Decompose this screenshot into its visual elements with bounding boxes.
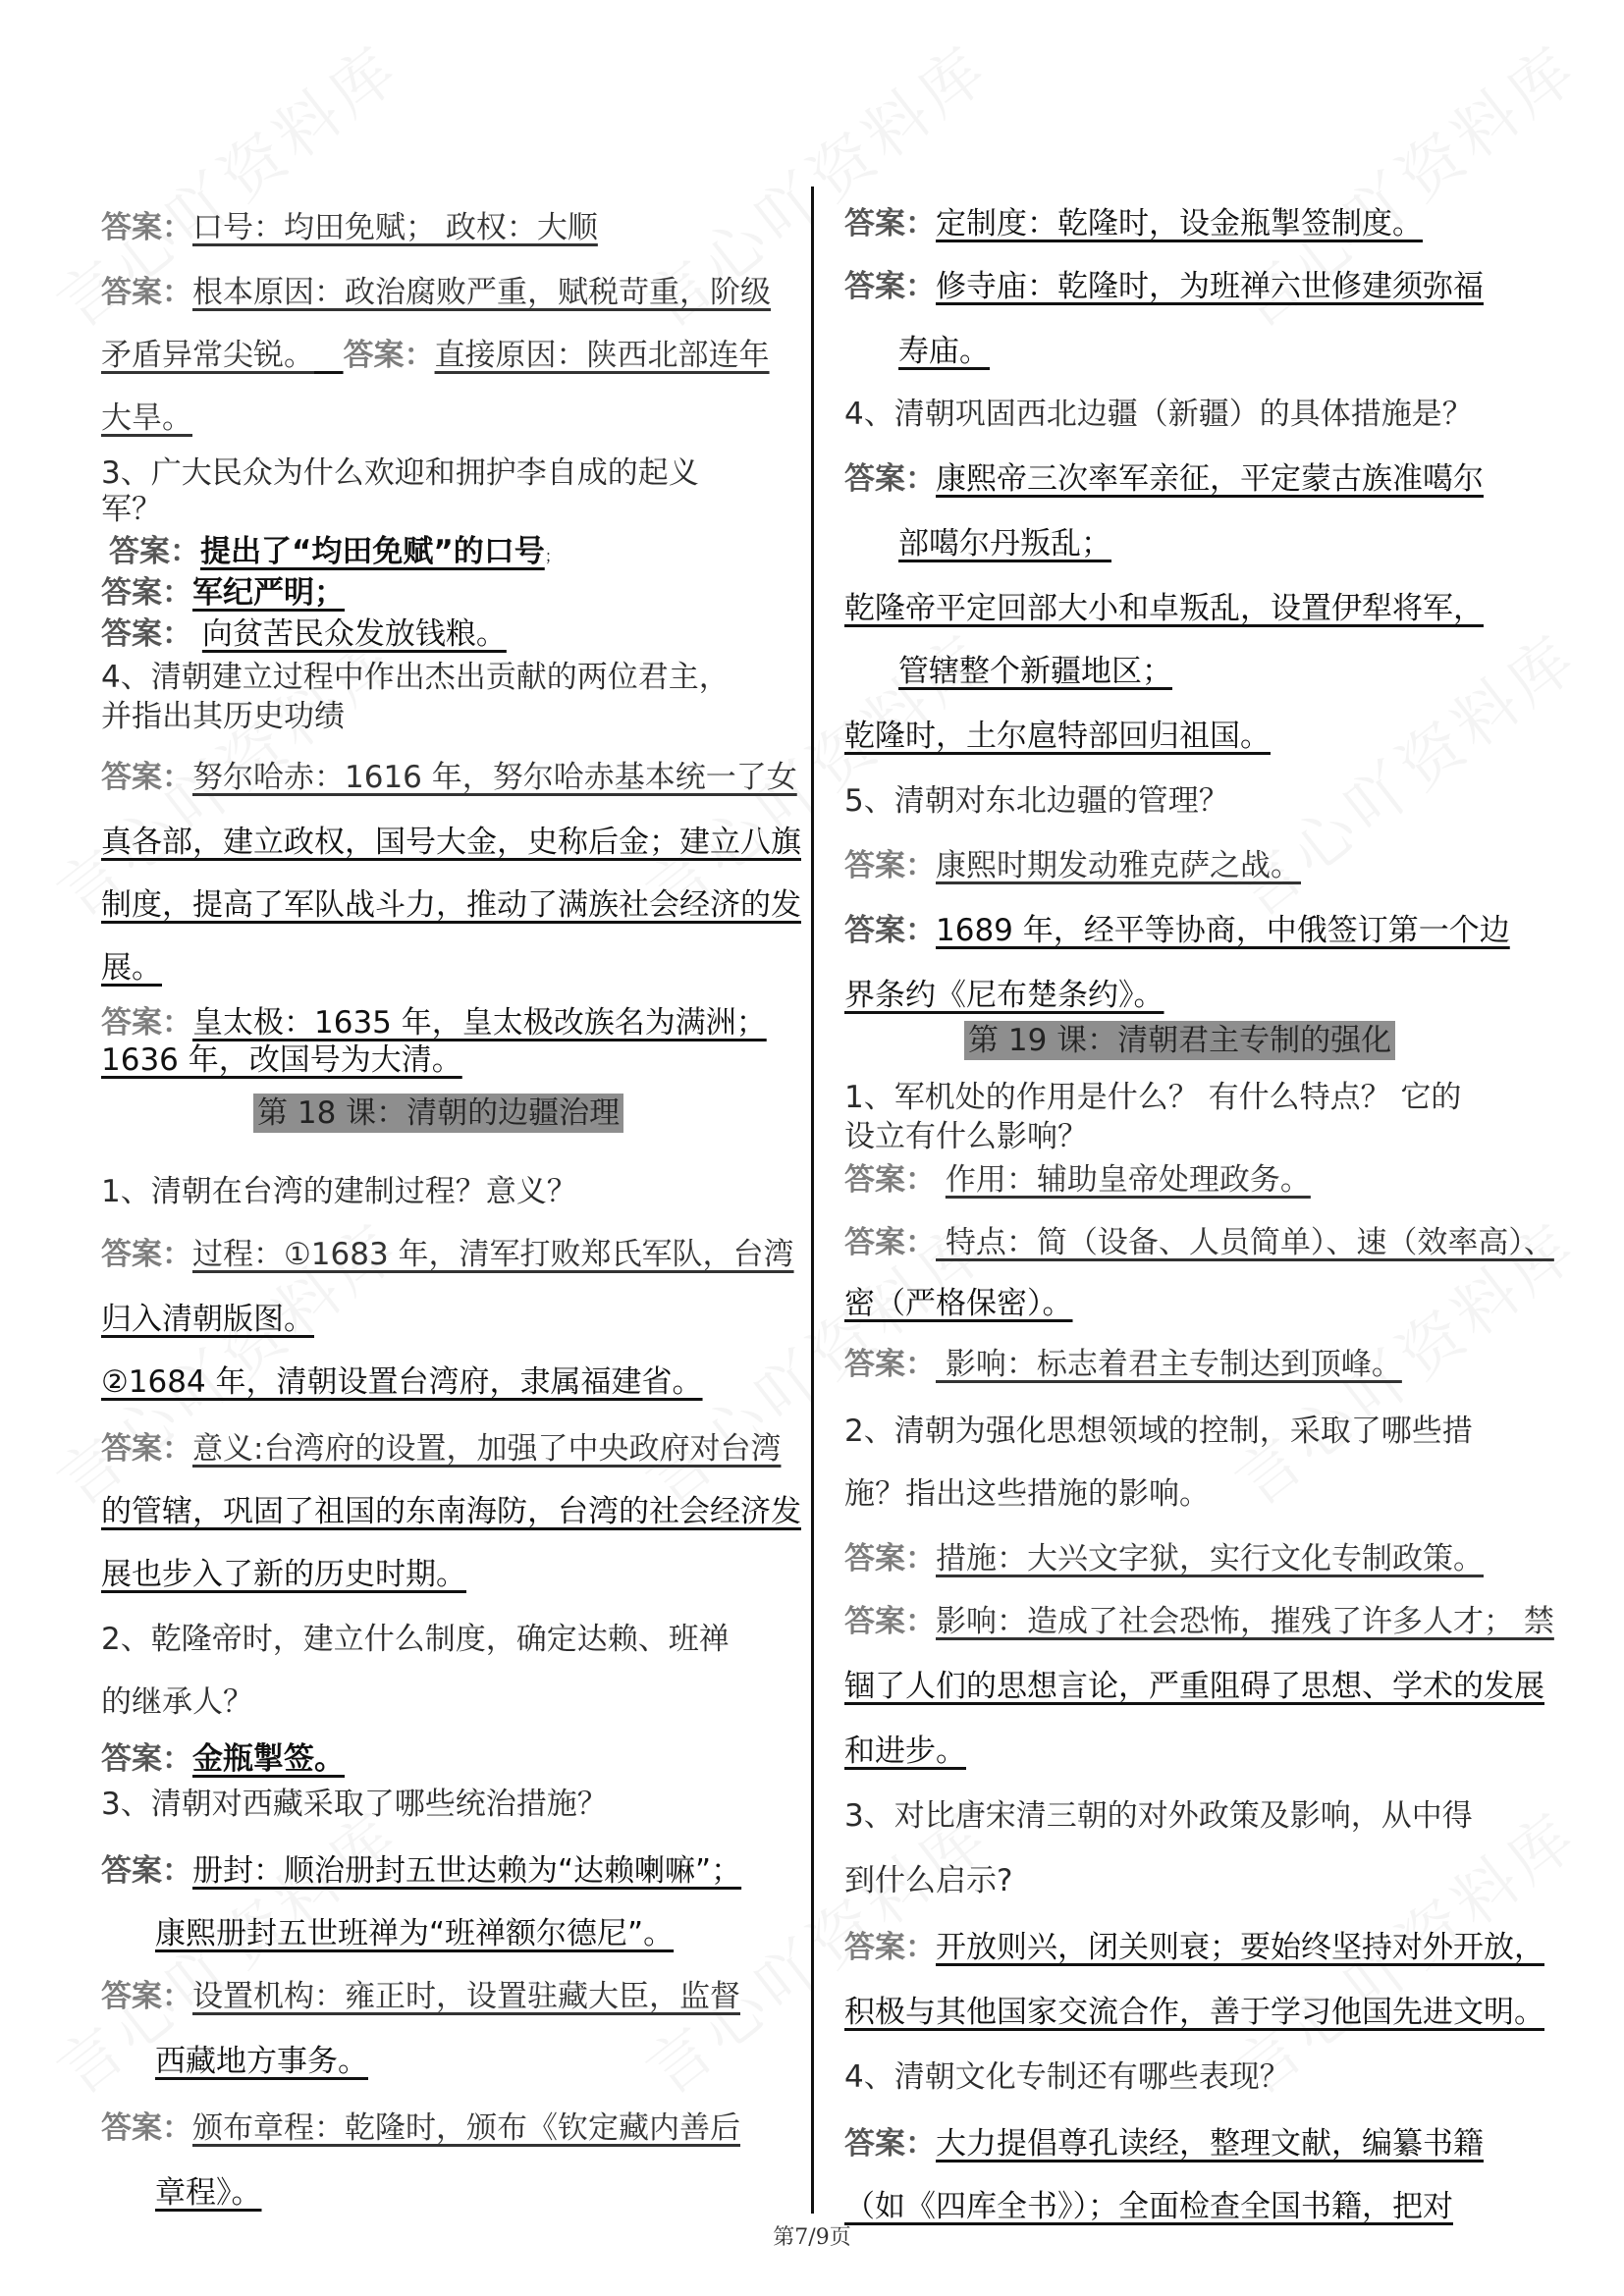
answer-line xyxy=(844,1734,966,1769)
answer-label: 答案： xyxy=(844,913,936,948)
answer-text: 特点：简（设备、人员简单）、速（效率高）、 xyxy=(936,1225,1554,1260)
answer-label: 答案： xyxy=(844,1225,936,1260)
answer-text: 影响：造成了社会恐怖，摧残了许多人才； 禁 xyxy=(936,1604,1554,1639)
answer-text: 西藏地方事务。 xyxy=(155,2044,368,2079)
answer-line xyxy=(844,1604,1554,1639)
answer-text: 密（严格保密）。 xyxy=(844,1286,1073,1321)
watermark xyxy=(1214,609,1595,934)
answer-text: 根本原因：政治腐败严重，赋税苛重，阶级 xyxy=(192,275,771,310)
answer-line xyxy=(844,1995,1544,2030)
answer-label: 答案： xyxy=(844,1541,936,1576)
answer-text: 归入清朝版图。 xyxy=(101,1302,314,1337)
answer-line xyxy=(101,1741,345,1777)
answer-line xyxy=(101,616,507,652)
page-number: 第7/9页 xyxy=(773,2225,851,2250)
question-text: 并指出其历史功绩 xyxy=(101,699,345,734)
question-text: 1、清朝在台湾的建制过程？意义？ xyxy=(101,1174,577,1209)
answer-text: 界条约《尼布楚条约》。 xyxy=(844,978,1164,1013)
answer-line xyxy=(101,1853,741,1889)
answer-label: 答案： xyxy=(101,1237,192,1272)
answer-text: 寿庙。 xyxy=(898,334,990,369)
answer-line xyxy=(101,950,162,986)
answer-label: 答案： xyxy=(844,1930,936,1965)
answer-text: 展。 xyxy=(101,950,162,986)
answer-text: 定制度：乾隆时，设金瓶掣签制度。 xyxy=(936,206,1423,241)
answer-label: 答案： xyxy=(844,1604,936,1639)
answer-line xyxy=(101,1302,314,1337)
answer-line xyxy=(101,1979,740,2014)
answer-text: 乾隆帝平定回部大小和卓叛乱，设置伊犁将军， xyxy=(844,591,1484,626)
answer-line xyxy=(101,1364,703,1400)
answer-line xyxy=(101,1494,801,1529)
answer-text: 矛盾异常尖锐。 xyxy=(101,338,314,373)
answer-text: 册封：顺治册封五世达赖为“达赖喇嘛”； xyxy=(192,1853,742,1889)
answer-label: 答案： xyxy=(844,2126,936,2162)
answer-line xyxy=(844,1225,1554,1260)
answer-line xyxy=(844,206,1423,241)
answer-line xyxy=(101,1042,462,1078)
answer-label: 答案： xyxy=(101,2110,192,2146)
answer-text: （如《四库全书》）；全面检查全国书籍，把对 xyxy=(844,2189,1453,2224)
question-text: 3、广大民众为什么欢迎和拥护李自成的起义 xyxy=(101,455,699,491)
answer-line xyxy=(101,2110,740,2146)
answer-text: 锢了人们的思想言论，严重阻碍了思想、学术的发展 xyxy=(844,1669,1544,1704)
answer-line xyxy=(844,913,1510,948)
question-text: 5、清朝对东北边疆的管理？ xyxy=(844,783,1229,819)
answer-text: 直接原因：陕西北部连年 xyxy=(434,338,770,373)
answer-text: 真各部，建立政权，国号大金，史称后金；建立八旗 xyxy=(101,825,801,860)
answer-line xyxy=(844,654,1172,689)
answer-text: 口号：均田免赋； 政权：大顺 xyxy=(192,210,598,245)
question-text: 1、军机处的作用是什么？ 有什么特点？ 它的 xyxy=(844,1080,1462,1115)
answer-text: 向贫苦民众发放钱粮。 xyxy=(201,616,507,652)
answer-line xyxy=(844,848,1301,883)
answer-line xyxy=(844,1286,1073,1321)
answer-line xyxy=(101,887,801,923)
answer-text: 努尔哈赤：1616 年，努尔哈赤基本统一了女 xyxy=(192,760,797,795)
answer-line xyxy=(844,269,1484,304)
question-text: 施？指出这些措施的影响。 xyxy=(844,1476,1210,1512)
question-text: 4、清朝巩固西北边疆（新疆）的具体措施是？ xyxy=(844,397,1473,432)
answer-text: 大旱。 xyxy=(101,400,192,436)
answer-line xyxy=(101,338,770,373)
answer-text: 管辖整个新疆地区； xyxy=(898,654,1172,689)
question-text: 4、清朝文化专制还有哪些表现？ xyxy=(844,2059,1290,2095)
answer-line xyxy=(101,400,192,436)
answer-text: 意义:台湾府的设置，加强了中央政府对台湾 xyxy=(192,1431,782,1467)
answer-line xyxy=(844,526,1111,561)
question-text: 3、对比唐宋清三朝的对外政策及影响，从中得 xyxy=(844,1798,1473,1834)
answer-line xyxy=(101,275,771,310)
answer-text: 过程：①1683 年，清军打败郑氏军队，台湾 xyxy=(192,1237,794,1272)
lesson-18-heading: 第 18 课：清朝的边疆治理 xyxy=(253,1094,623,1133)
answer-label: 答案： xyxy=(109,534,200,569)
answer-text: 修寺庙：乾隆时，为班禅六世修建须弥福 xyxy=(936,269,1484,304)
lesson-19-heading: 第 19 课：清朝君主专制的强化 xyxy=(964,1021,1395,1060)
answer-text: 影响：标志着君主专制达到顶峰。 xyxy=(936,1347,1402,1382)
answer-text: 作用：辅助皇帝处理政务。 xyxy=(945,1162,1311,1198)
column-divider xyxy=(811,187,814,2214)
answer-line xyxy=(844,591,1484,626)
answer-text: 康熙时期发动雅克萨之战。 xyxy=(936,848,1301,883)
answer-label: 答案： xyxy=(101,1005,192,1041)
answer-line xyxy=(844,978,1164,1013)
answer-line xyxy=(101,1237,794,1272)
answer-text: 制度，提高了军队战斗力，推动了满族社会经济的发 xyxy=(101,887,801,923)
answer-label: 答案： xyxy=(844,1347,936,1382)
answer-label: 答案： xyxy=(101,760,192,795)
answer-line xyxy=(844,2126,1484,2162)
answer-line xyxy=(101,575,345,611)
answer-text: 大力提倡尊孔读经，整理文献，编纂书籍 xyxy=(936,2126,1484,2162)
answer-line xyxy=(844,2189,1453,2224)
answer-line xyxy=(101,210,598,245)
question-text: 2、乾隆帝时，建立什么制度，确定达赖、班禅 xyxy=(101,1622,730,1657)
question-text: 到什么启示? xyxy=(844,1863,1013,1898)
answer-label: 答案： xyxy=(101,616,192,652)
answer-label: 答案： xyxy=(844,206,936,241)
answer-label: 答案： xyxy=(101,1979,192,2014)
question-text: 2、清朝为强化思想领域的控制，采取了哪些措 xyxy=(844,1414,1473,1449)
answer-text: 1689 年，经平等协商，中俄签订第一个边 xyxy=(936,913,1510,948)
answer-line xyxy=(844,1669,1544,1704)
answer-line xyxy=(101,2044,368,2079)
answer-label: 答案： xyxy=(101,1853,192,1889)
answer-line xyxy=(101,2175,262,2211)
answer-text: 部噶尔丹叛乱； xyxy=(898,526,1111,561)
answer-label: 答案： xyxy=(101,575,192,611)
answer-text: 皇太极：1635 年，皇太极改族名为满洲； xyxy=(192,1005,767,1041)
answer-label: 答案： xyxy=(101,275,192,310)
answer-text: 开放则兴，闭关则衰；要始终坚持对外开放， xyxy=(936,1930,1544,1965)
answer-line xyxy=(844,1347,1402,1382)
answer-text: 乾隆时，土尔扈特部回归祖国。 xyxy=(844,719,1271,754)
answer-line xyxy=(101,1916,674,1951)
answer-line xyxy=(101,1005,767,1041)
answer-text: 康熙帝三次率军亲征，平定蒙古族准噶尔 xyxy=(936,461,1484,497)
answer-text: 金瓶掣签。 xyxy=(192,1741,345,1777)
answer-text: 的管辖，巩固了祖国的东南海防，台湾的社会经济发 xyxy=(101,1494,801,1529)
answer-text: 章程》。 xyxy=(155,2175,262,2211)
question-text: 军？ xyxy=(101,492,162,527)
answer-label: 答案： xyxy=(844,269,936,304)
answer-label: 答案： xyxy=(844,1162,936,1198)
answer-label: 答案： xyxy=(101,210,192,245)
semicolon: ； xyxy=(544,547,561,565)
answer-text: ②1684 年，清朝设置台湾府，隶属福建省。 xyxy=(101,1364,703,1400)
answer-text: 和进步。 xyxy=(844,1734,966,1769)
answer-label: 答案： xyxy=(101,1741,192,1777)
answer-line xyxy=(101,1557,466,1592)
answer-line xyxy=(101,825,801,860)
question-text: 3、清朝对西藏采取了哪些统治措施？ xyxy=(101,1787,608,1822)
answer-line xyxy=(844,1162,1311,1198)
answer-line xyxy=(844,1541,1484,1576)
answer-line xyxy=(844,461,1484,497)
answer-line xyxy=(844,1930,1544,1965)
answer-text: 展也步入了新的历史时期。 xyxy=(101,1557,466,1592)
answer-label: 答案： xyxy=(844,848,936,883)
answer-line xyxy=(101,1431,781,1467)
answer-label: 答案： xyxy=(844,461,936,497)
answer-text: 1636 年，改国号为大清。 xyxy=(101,1042,462,1078)
question-text: 4、清朝建立过程中作出杰出贡献的两位君主， xyxy=(101,660,730,695)
answer-text: 措施：大兴文字狱，实行文化专制政策。 xyxy=(936,1541,1484,1576)
answer-label: 答案： xyxy=(101,1431,192,1467)
answer-text: 设置机构：雍正时，设置驻藏大臣，监督 xyxy=(192,1979,740,2014)
answer-line xyxy=(844,334,990,369)
answer-line xyxy=(101,760,797,795)
question-text: 的继承人？ xyxy=(101,1684,253,1720)
answer-text: 提出了“均田免赋”的口号 xyxy=(200,534,545,569)
answer-line xyxy=(844,719,1271,754)
answer-text: 颁布章程：乾隆时，颁布《钦定藏内善后 xyxy=(192,2110,740,2146)
answer-line xyxy=(109,534,561,574)
answer-text: 康熙册封五世班禅为“班禅额尔德尼”。 xyxy=(155,1916,675,1951)
answer-text: 军纪严明； xyxy=(192,575,345,611)
question-text: 设立有什么影响？ xyxy=(844,1119,1088,1154)
answer-text: 积极与其他国家交流合作，善于学习他国先进文明。 xyxy=(844,1995,1544,2030)
answer-label: 答案： xyxy=(343,338,435,373)
